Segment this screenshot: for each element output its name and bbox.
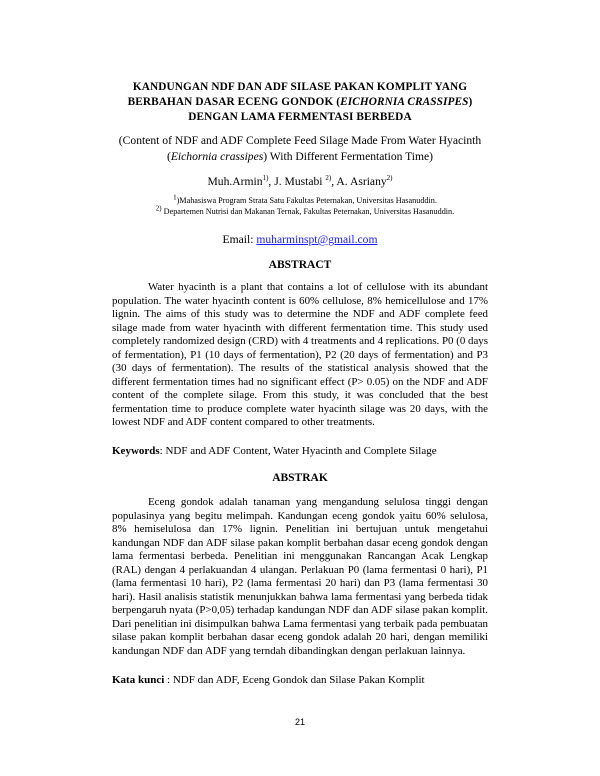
- kata-kunci: Kata kunci : NDF dan ADF, Eceng Gondok dan Silase Pakan Komplit: [112, 674, 425, 686]
- title-line-1: KANDUNGAN NDF DAN ADF SILASE PAKAN KOMPLIT YANG: [132, 81, 468, 93]
- page-number: 21: [294, 717, 305, 727]
- abstract-text: Water hyacinth is a plant that contains a lot of cellulose with its abundant population. The water hyacinth content is 60% cellulose, 8% hemicellulose and 17% lignin. The aims of this study was to determine the NDF and ADF complete feed silage made from water hyacinth with different fermentation time. This study used completely randomized design (CRD) with 4 treatments and 4 replications. P0 (0 days of fermentation), P1 (10 days of fermentation), P2 (20 days of fermentation) and P3 (30 days of fermentation). The results of the statistical analysis showed that the different fermentation times had no significant effect (P> 0.05) on the NDF and ADF content of the complete silage. From this study, it was concluded that the best fermentation time to produce complete water hyacinth silage was 20 days, with the lowest NDF and ADF content compared to other treatments.: [112, 281, 488, 429]
- title-line-2: BERBAHAN DASAR ECENG GONDOK (EICHORNIA CRASSIPES): [127, 96, 473, 108]
- paper-title: [60, 80, 540, 125]
- abstract-heading: ABSTRACT: [268, 259, 332, 271]
- affiliation-1: $^1$)Mahasiswa Program Strata Satu Fakultas Peternakan, Universitas Hasanuddin.: [173, 193, 437, 205]
- keywords: Keywords: NDF and ADF Content, Water Hyacinth and Complete Silage: [112, 445, 437, 457]
- subtitle-italic-species: Eichornia crassipes: [170, 150, 264, 163]
- english-title: [80, 133, 520, 165]
- title-line-3: DENGAN LAMA FERMENTASI BERBEDA: [188, 111, 412, 123]
- subtitle-line-1: (Content of NDF and ADF Complete Feed Silage Made From Water Hyacinth: [118, 134, 482, 147]
- contact-email: Email: muharminspt@gmail.com: [222, 233, 378, 246]
- author-list: Muh.Armin$^{1)}$, J. Mustabi $^{2)}$, A. Asriany$^{2)}$: [207, 174, 393, 188]
- subtitle-line-2: (Eichornia crassipes) With Different Fermentation Time): [166, 150, 434, 163]
- email-link[interactable]: muharminspt@gmail.com: [256, 233, 378, 246]
- abstrak-heading: ABSTRAK: [272, 472, 328, 484]
- affiliations: [90, 195, 520, 217]
- affiliation-2: $^{2)}$ Departemen Nutrisi dan Makanan Ternak, Fakultas Peternakan, Universitas Hasanuddin.: [155, 204, 455, 216]
- title-italic-species: EICHORNIA CRASSIPES: [340, 96, 469, 108]
- abstrak-text: Eceng gondok adalah tanaman yang mengandung selulosa tinggi dengan populasinya yang begitu melimpah. Kandungan eceng gondok yaitu 60% selulosa, 8% hemiselulosa dan 17% lignin. Penelitian ini bertujuan untuk mengetahui kandungan NDF dan ADF silase pakan komplit berbahan dasar eceng gondok dengan lama fermentasi berbeda. Penelitian ini menggunakan Rancangan Acak Lengkap (RAL) dengan 4 perlakuandan 4 ulangan. Perlakuan P0 (lama fermentasi 0 hari), P1 (lama fermentasi 10 hari), P2 (lama fermentasi 20 hari) dan P3 (lama fermentasi 30 hari). Hasil analisis statistik menunjukkan bahwa lama fermentasi yang berbeda tidak berpengaruh nyata (P>0,05) terhadap kandungan NDF dan ADF silase pakan komplit. Dari penelitian ini disimpulkan bahwa Lama fermentasi yang terbaik pada pembuatan silase pakan komplit berbahan dasar eceng gondok adalah 20 hari, dengan memiliki kandungan NDF dan ADF yang terndah dibandingkan dengan perlakuan lainnya.: [112, 496, 488, 658]
